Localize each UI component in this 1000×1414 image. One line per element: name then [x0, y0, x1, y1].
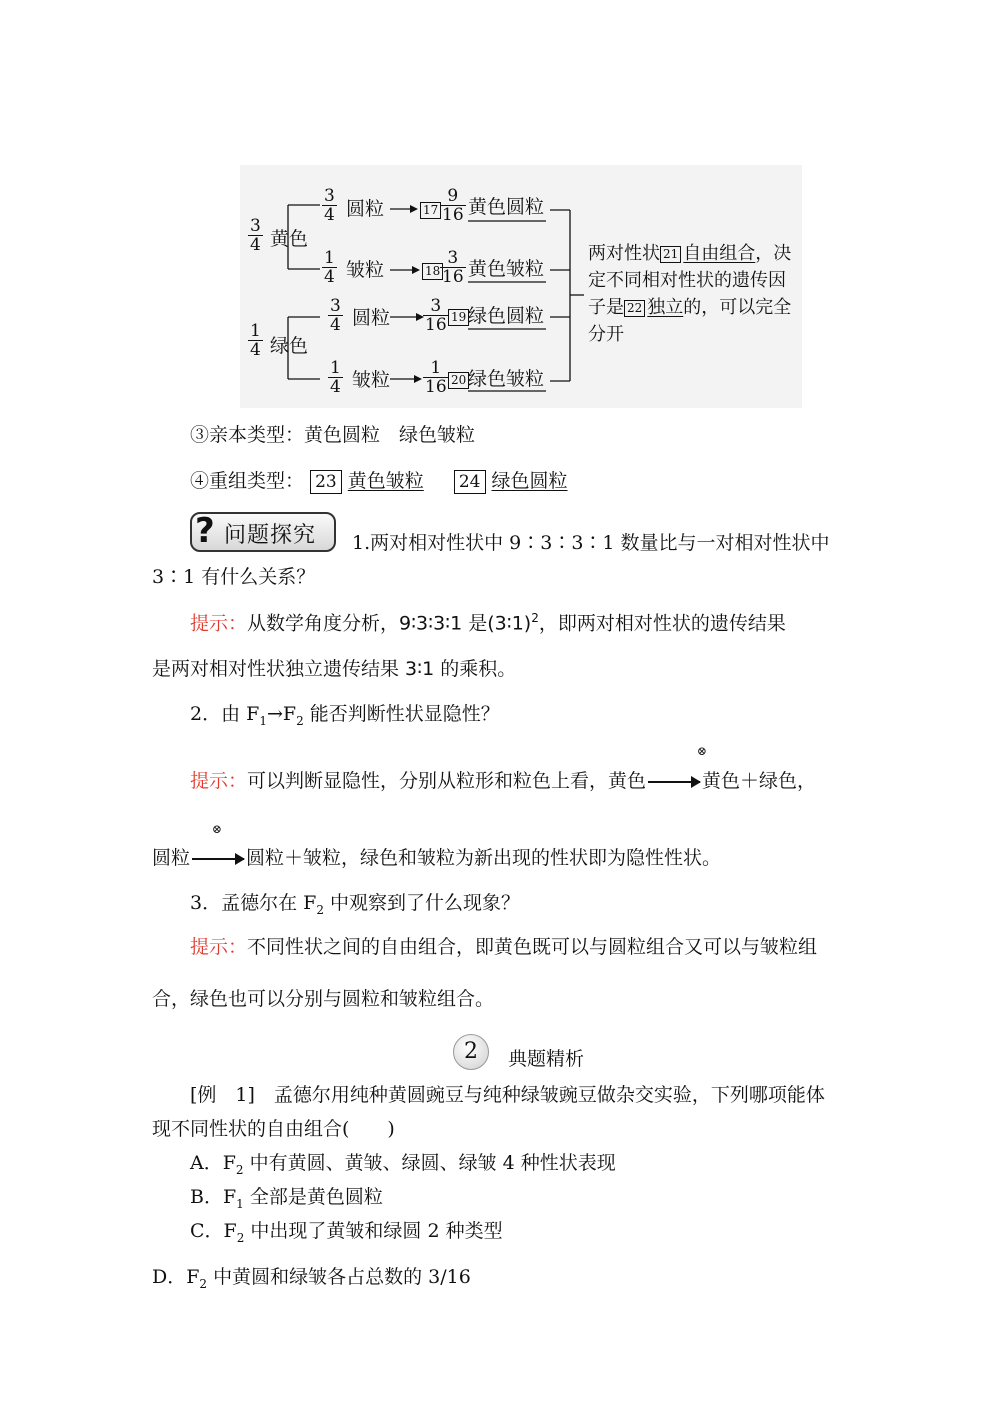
- answer-text: 黄色＋绿色，: [702, 770, 817, 792]
- fraction-den: 4: [330, 377, 341, 397]
- selfing-symbol: ⊗: [697, 744, 708, 758]
- question-1-line2: 3∶1 有什么关系？: [152, 566, 316, 588]
- option-d: [152, 1264, 471, 1297]
- conclusion-answer: 独立: [647, 297, 684, 318]
- arrow-icon: [192, 858, 244, 860]
- result-fraction: [423, 359, 449, 396]
- blank-number: 18: [422, 263, 443, 280]
- option-text: 全部是黄色圆粒: [243, 1186, 383, 1208]
- fraction-den: 4: [330, 315, 341, 335]
- answer-text: 可以判断显隐性，分别从粒形和粒色上看，黄色: [247, 770, 647, 792]
- option-a: [190, 1150, 616, 1183]
- fraction-num: 1: [250, 321, 261, 341]
- row-fraction: [328, 297, 343, 334]
- answer-24: 绿色圆粒: [491, 470, 568, 492]
- fraction-num: 3: [447, 248, 459, 268]
- section-number-icon: 2: [453, 1034, 489, 1070]
- subscript: 2: [236, 1230, 245, 1245]
- subscript: 2: [199, 1276, 208, 1291]
- subscript: 2: [296, 713, 304, 728]
- fraction-num: 3: [324, 186, 335, 206]
- question-text: 2．由 F: [190, 703, 260, 725]
- question-2: [190, 701, 500, 734]
- question-text: 中观察到了什么现象？: [323, 892, 520, 914]
- fraction-den: 16: [425, 377, 447, 397]
- shape-label: 圆粒: [352, 307, 391, 329]
- answer-1-line2: 是两对相对性状独立遗传结果 3∶1 的乘积。: [152, 658, 517, 680]
- arrow-head: [414, 375, 422, 383]
- hint-label: 提示：: [190, 612, 248, 635]
- fraction-den: 16: [425, 315, 447, 335]
- answer-23: 黄色皱粒: [347, 470, 424, 492]
- diagram-conclusion: [588, 240, 798, 348]
- option-text: 中出现了黄皱和绿圆 2 种类型: [244, 1220, 503, 1242]
- blank-number: 24: [454, 470, 486, 494]
- option-text: C．F: [190, 1220, 237, 1242]
- shape-label: 圆粒: [346, 198, 385, 220]
- answer-2-line2: [152, 845, 721, 871]
- subscript: 2: [235, 1162, 244, 1177]
- blank-number: 21: [660, 246, 681, 263]
- fraction-num: 3: [250, 216, 261, 236]
- fraction-den: 16: [442, 205, 464, 225]
- fraction-num: 3: [430, 296, 442, 316]
- answer-text: 从数学角度分析，9∶3∶3∶1 是(3∶1): [247, 612, 532, 635]
- conclusion-answer: 自由组合: [683, 243, 756, 264]
- hint-label: 提示：: [190, 770, 248, 792]
- example-line2: 现不同性状的自由组合( ): [152, 1118, 395, 1140]
- blank-number: 19: [448, 309, 469, 326]
- blank-number: 20: [448, 372, 469, 389]
- badge-title: 问题探究: [224, 523, 317, 548]
- option-text: B．F: [190, 1186, 237, 1208]
- hint-label: 提示：: [190, 936, 248, 958]
- conclusion-text: 的，可以完全分开: [588, 297, 792, 345]
- result-label: 绿色圆粒: [468, 305, 545, 327]
- fraction-num: 1: [430, 358, 442, 378]
- question-3: [190, 890, 520, 923]
- arrow-head: [410, 205, 418, 213]
- conclusion-text: 两对性状: [588, 243, 660, 264]
- fraction-den: 4: [250, 235, 261, 255]
- answer-text: ，即两对相对性状的遗传结果: [538, 612, 786, 635]
- yellow-fraction: [248, 217, 263, 254]
- fraction-den: 4: [324, 205, 335, 225]
- row-fraction: [328, 359, 343, 396]
- parent-types: ③亲本类型：黄色圆粒 绿色皱粒: [190, 424, 476, 446]
- question-text: 3．孟德尔在 F: [190, 892, 317, 914]
- question-text: 能否判断性状显隐性？: [303, 703, 500, 725]
- fraction-num: 1: [330, 358, 341, 378]
- superscript: 2: [531, 611, 539, 625]
- section-title: 典题精析: [508, 1048, 585, 1070]
- option-c: [190, 1218, 503, 1251]
- option-b: [190, 1184, 383, 1217]
- answer-1-line1: [190, 605, 786, 636]
- blank-number: 22: [624, 300, 645, 317]
- example-line1: [例 1] 孟德尔用纯种黄圆豌豆与纯种绿皱豌豆做杂交实验，下列哪项能体: [190, 1084, 825, 1106]
- green-fraction: [248, 322, 263, 359]
- fraction-num: 3: [330, 296, 341, 316]
- subscript: 2: [316, 902, 324, 917]
- conclusion-text: ，决定不同相对性状的遗传因子是: [588, 243, 792, 318]
- answer-3-line2: 合，绿色也可以分别与圆粒和皱粒组合。: [152, 988, 495, 1010]
- result-label: 黄色皱粒: [468, 258, 545, 280]
- answer-text: 圆粒: [152, 847, 191, 869]
- blank-number: 17: [420, 202, 441, 219]
- arrow-head: [412, 266, 420, 274]
- shape-label: 皱粒: [346, 259, 385, 281]
- option-text: A．F: [190, 1152, 236, 1174]
- fraction-den: 16: [442, 267, 464, 287]
- selfing-symbol: ⊗: [212, 822, 223, 836]
- row-fraction: [322, 187, 337, 224]
- result-fraction: [440, 249, 466, 286]
- yellow-label: 黄色: [270, 228, 309, 250]
- subscript: 1: [236, 1196, 244, 1211]
- question-icon: ?: [195, 511, 215, 551]
- question-1-line1: 1.两对相对性状中 9∶3∶3∶1 数量比与一对相对性状中: [352, 532, 830, 554]
- recombinant-label: ④重组类型：: [190, 470, 305, 492]
- row-fraction: [322, 249, 337, 286]
- shape-label: 皱粒: [352, 369, 391, 391]
- subscript: 1: [259, 713, 267, 728]
- fraction-num: 9: [447, 186, 459, 206]
- inquiry-badge: [190, 512, 336, 552]
- option-text: 中黄圆和绿皱各占总数的 3/16: [207, 1266, 471, 1288]
- answer-3-line1: [190, 934, 817, 960]
- arrow-icon: [648, 781, 700, 783]
- fraction-den: 4: [250, 340, 261, 360]
- answer-text: 不同性状之间的自由组合，即黄色既可以与圆粒组合又可以与皱粒组: [247, 936, 818, 958]
- blank-number: 23: [310, 470, 342, 494]
- fraction-den: 4: [324, 267, 335, 287]
- question-text: →F: [266, 703, 297, 725]
- recombinant-types: [190, 468, 568, 494]
- answer-text: 圆粒＋皱粒，绿色和皱粒为新出现的性状即为隐性性状。: [246, 847, 722, 869]
- option-text: 中有黄圆、黄皱、绿圆、绿皱 4 种性状表现: [243, 1152, 616, 1174]
- result-fraction: [440, 187, 466, 224]
- result-label: 绿色皱粒: [468, 368, 545, 390]
- result-label: 黄色圆粒: [468, 196, 545, 218]
- option-text: D．F: [152, 1266, 200, 1288]
- result-fraction: [423, 297, 449, 334]
- fraction-num: 1: [324, 248, 335, 268]
- answer-2-line1: [190, 768, 816, 794]
- green-label: 绿色: [270, 335, 309, 357]
